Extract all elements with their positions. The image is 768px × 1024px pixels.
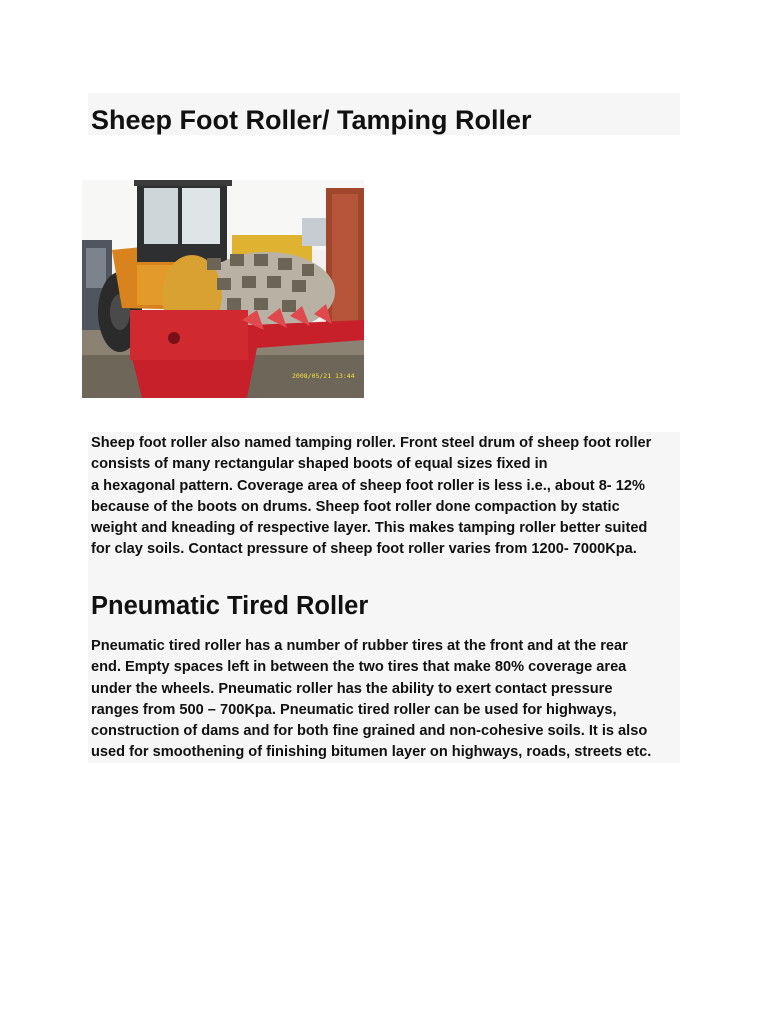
paragraph-line: for clay soils. Contact pressure of sheep foot roller varies from 1200- 7000Kpa. (91, 541, 637, 558)
paragraph-line: a hexagonal pattern. Coverage area of sheep foot roller is less i.e., about 8- 12% (91, 477, 645, 494)
section-2-paragraph (91, 636, 651, 764)
paragraph-line: used for smoothening of finishing bitumen layer on highways, roads, streets etc. (91, 744, 652, 761)
paragraph-line: construction of dams and for both fine grained and non-cohesive soils. It is also (91, 723, 648, 740)
paragraph-line: weight and kneading of respective layer. This makes tamping roller better suited (91, 520, 648, 537)
paragraph-line: Sheep foot roller also named tamping roller. Front steel drum of sheep foot roller (91, 435, 652, 451)
section-2-title: Pneumatic Tired Roller (91, 592, 369, 620)
section-1-paragraph (91, 433, 651, 561)
paragraph-line: ranges from 500 – 700Kpa. Pneumatic tired roller can be used for highways, (91, 701, 617, 718)
paragraph-line: because of the boots on drums. Sheep foot roller done compaction by static (91, 498, 620, 515)
section-1-title: Sheep Foot Roller/ Tamping Roller (91, 105, 532, 135)
sheep-foot-roller-photo (82, 180, 364, 398)
paragraph-line: end. Empty spaces left in between the two tires that make 80% coverage area (91, 659, 627, 676)
paragraph-line: under the wheels. Pneumatic roller has the ability to exert contact pressure (91, 680, 613, 697)
photo-timestamp: 2008/05/21 13:44 (292, 372, 355, 380)
paragraph-line: consists of many rectangular shaped boots of equal sizes fixed in (91, 456, 548, 473)
paragraph-line: Pneumatic tired roller has a number of rubber tires at the front and at the rear (91, 638, 628, 654)
